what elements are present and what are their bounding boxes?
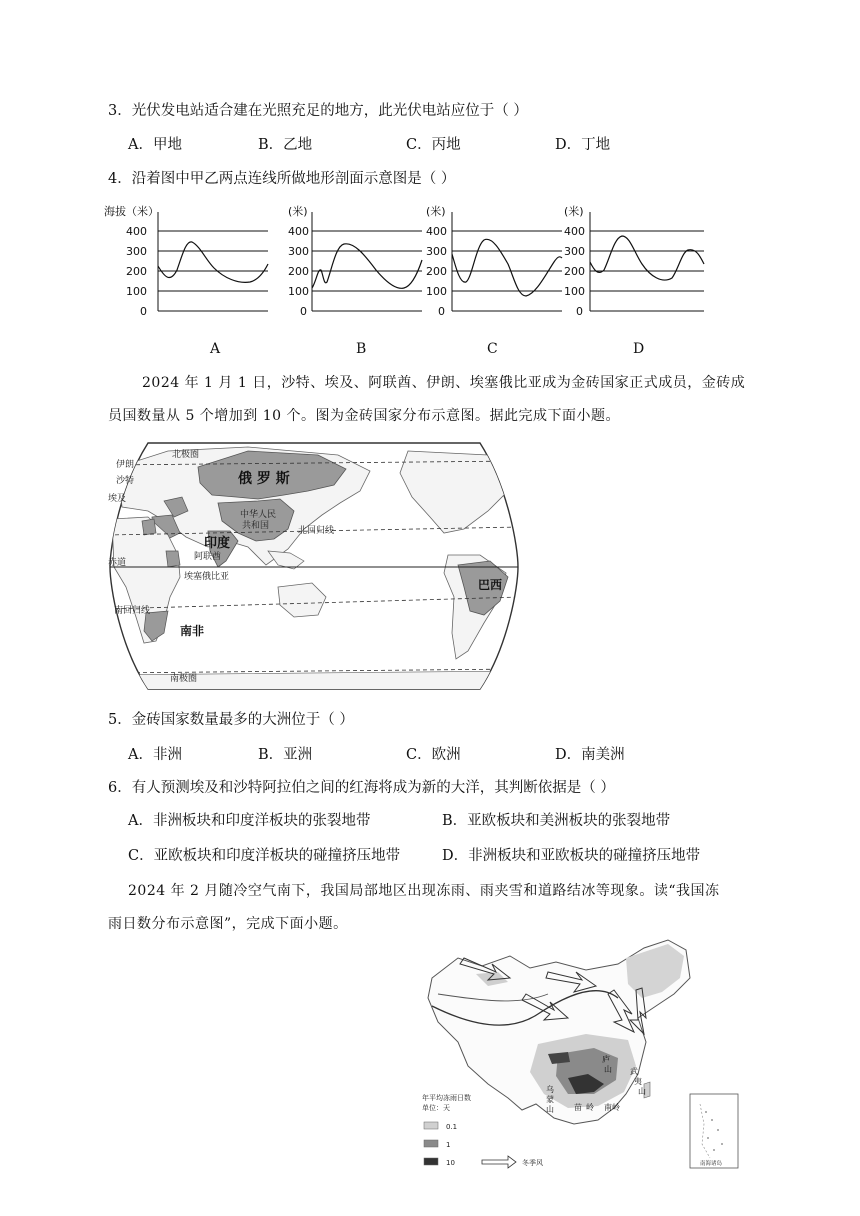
intro-paragraph-2-line-1: 2024 年 2 月随冷空气南下，我国局部地区出现冻雨、雨夹雪和道路结冰等现象。读“我国冻 (128, 883, 720, 899)
legend-unit: 单位：天 (422, 1104, 450, 1112)
q3-option-d: D．丁地 (555, 137, 611, 153)
label-russia: 俄 罗 斯 (238, 471, 290, 487)
svg-text:200: 200 (126, 265, 147, 278)
china-freezing-rain-map (418, 934, 742, 1182)
svg-text:山: 山 (604, 1065, 612, 1074)
profile-chart-c (420, 198, 566, 324)
label-iran: 伊朗 (116, 460, 135, 470)
legend-swatch-dark (424, 1158, 438, 1165)
svg-text:300: 300 (426, 245, 447, 258)
svg-text:200: 200 (426, 265, 447, 278)
legend-swatch-light (424, 1122, 438, 1129)
profile-label-d: D (633, 341, 645, 357)
q6-option-b: B．亚欧板块和美洲板块的张裂地带 (442, 813, 671, 829)
svg-text:山: 山 (546, 1105, 554, 1114)
legend-wind-arrow (482, 1156, 516, 1168)
svg-text:乌: 乌 (546, 1085, 554, 1094)
svg-text:岭: 岭 (586, 1103, 594, 1112)
svg-text:南岭: 南岭 (604, 1103, 620, 1112)
inset-label: 南海诸岛 (700, 1161, 723, 1167)
svg-text:苗: 苗 (574, 1103, 582, 1112)
label-tropic-of-capricorn: 南回归线 (114, 606, 151, 616)
profile-c-ylabel: (米) (426, 205, 446, 218)
svg-text:300: 300 (288, 245, 309, 258)
svg-text:100: 100 (426, 285, 447, 298)
svg-text:0: 0 (576, 305, 583, 318)
svg-text:300: 300 (126, 245, 147, 258)
svg-text:400: 400 (564, 225, 585, 238)
profile-b-ylabel: (米) (288, 205, 308, 218)
q3-option-c: C．丙地 (406, 137, 461, 153)
label-china-line-1: 中华人民 (240, 510, 277, 520)
q3-option-a: A．甲地 (128, 137, 182, 153)
profile-chart-d (558, 198, 708, 324)
svg-text:0: 0 (300, 305, 307, 318)
svg-text:武: 武 (630, 1067, 638, 1076)
svg-text:庐: 庐 (602, 1055, 610, 1064)
question-5-stem: 5．金砖国家数量最多的大洲位于（ ） (108, 712, 354, 728)
q6-option-c: C．亚欧板块和印度洋板块的碰撞挤压地带 (128, 848, 401, 864)
q3-option-b: B．乙地 (258, 137, 313, 153)
legend-title: 年平均冻雨日数 (422, 1094, 471, 1102)
q5-option-c: C．欧洲 (406, 747, 461, 763)
svg-text:100: 100 (288, 285, 309, 298)
brics-world-map (108, 437, 520, 695)
svg-text:10: 10 (446, 1159, 455, 1167)
intro-paragraph-1-line-1: 2024 年 1 月 1 日，沙特、埃及、阿联酋、伊朗、埃塞俄比亚成为金砖国家正式成员，金砖成 (142, 375, 746, 391)
label-china-line-2: 共和国 (242, 521, 270, 531)
svg-text:0: 0 (438, 305, 445, 318)
q6-option-d: D．非洲板块和亚欧板块的碰撞挤压地带 (442, 848, 701, 864)
label-tropic-of-cancer: 北回归线 (298, 526, 335, 536)
label-saudi: 沙特 (116, 476, 135, 486)
profile-label-a: A (210, 341, 221, 357)
intro-paragraph-2-line-2: 雨日数分布示意图”，完成下面小题。 (108, 916, 348, 932)
intro-paragraph-1-line-2: 员国数量从 5 个增加到 10 个。图为金砖国家分布示意图。据此完成下面小题。 (108, 408, 621, 424)
question-6-stem: 6．有人预测埃及和沙特阿拉伯之间的红海将成为新的大洋，其判断依据是（ ） (108, 780, 615, 796)
svg-text:200: 200 (288, 265, 309, 278)
legend-swatch-medium (424, 1140, 438, 1147)
profile-d-ylabel: (米) (564, 205, 584, 218)
label-arctic-circle: 北极圈 (172, 450, 200, 460)
q5-option-d: D．南美洲 (555, 747, 625, 763)
south-china-sea-inset (690, 1094, 738, 1168)
svg-text:夷: 夷 (634, 1077, 642, 1086)
profile-a-ylabel: 海拔（米） (104, 205, 159, 218)
svg-text:0: 0 (140, 305, 147, 318)
label-uae: 阿联酋 (194, 552, 222, 562)
svg-text:200: 200 (564, 265, 585, 278)
svg-text:0.1: 0.1 (446, 1123, 458, 1131)
svg-text:400: 400 (426, 225, 447, 238)
label-india: 印度 (204, 536, 231, 551)
svg-text:1: 1 (446, 1141, 451, 1149)
label-ethiopia: 埃塞俄比亚 (184, 572, 230, 582)
svg-text:300: 300 (564, 245, 585, 258)
svg-text:蒙: 蒙 (546, 1095, 554, 1104)
svg-text:400: 400 (288, 225, 309, 238)
profile-chart-b (280, 198, 426, 324)
label-equator: 赤道 (108, 558, 127, 568)
svg-text:100: 100 (564, 285, 585, 298)
profile-label-b: B (356, 341, 367, 357)
profile-label-c: C (487, 341, 498, 357)
ethiopia-region (166, 551, 180, 567)
freezing-zone-dark-2 (548, 1052, 570, 1064)
svg-text:100: 100 (126, 285, 147, 298)
question-3-stem: 3．光伏发电站适合建在光照充足的地方，此光伏电站应位于（ ） (108, 103, 528, 119)
q5-option-b: B．亚洲 (258, 747, 313, 763)
question-4-stem: 4．沿着图中甲乙两点连线所做地形剖面示意图是（ ） (108, 171, 456, 187)
svg-text:400: 400 (126, 225, 147, 238)
svg-text:山: 山 (638, 1087, 646, 1096)
egypt-region (142, 519, 156, 535)
profile-chart-a (100, 198, 272, 324)
legend-wind-label: 冬季风 (522, 1159, 543, 1167)
label-antarctic-circle: 南极圈 (170, 674, 198, 684)
label-brazil: 巴西 (478, 578, 503, 592)
q5-option-a: A．非洲 (128, 747, 182, 763)
q6-option-a: A．非洲板块和印度洋板块的张裂地带 (128, 813, 371, 829)
label-egypt: 埃及 (108, 494, 127, 504)
label-south-africa: 南非 (180, 624, 205, 638)
